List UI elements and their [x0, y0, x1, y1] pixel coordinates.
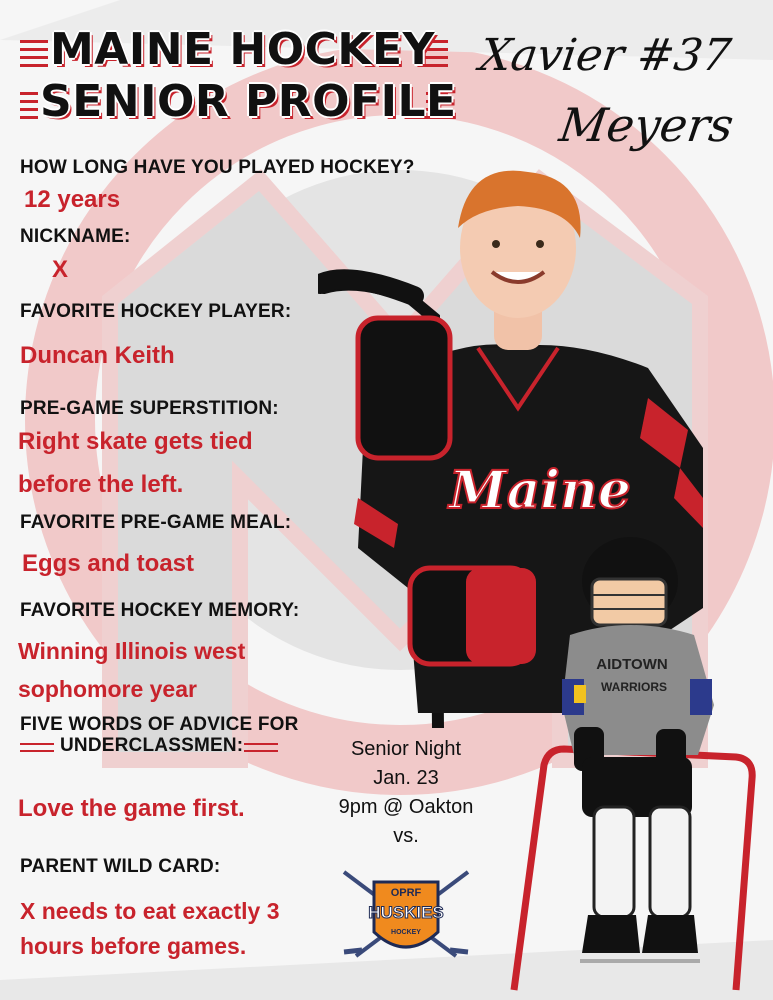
question-hockey-memory: FAVORITE HOCKEY MEMORY:: [20, 600, 300, 621]
title-line-2: SENIOR PROFILE: [40, 76, 457, 127]
answer-nickname: X: [52, 256, 69, 283]
question-nickname: NICKNAME:: [20, 226, 131, 247]
answer-years-played: 12 years: [24, 186, 121, 213]
senior-night-vs: vs.: [393, 825, 419, 847]
question-favorite-player: FAVORITE HOCKEY PLAYER:: [20, 301, 292, 322]
senior-night-info: [330, 735, 482, 851]
answer-superstition-line1: Right skate gets tied: [18, 428, 253, 455]
youth-player-photo: [504, 535, 766, 1000]
answer-memory-line2: sophomore year: [18, 676, 197, 702]
question-years-played: HOW LONG HAVE YOU PLAYED HOCKEY?: [20, 157, 415, 178]
logo-text-hockey: HOCKEY: [391, 929, 421, 936]
answer-superstition-line2: before the left.: [18, 471, 184, 498]
answer-wildcard-line2: hours before games.: [20, 933, 247, 959]
player-name-first: Xavier #37: [476, 30, 734, 81]
question-pregame-meal: FAVORITE PRE-GAME MEAL:: [20, 512, 292, 533]
senior-night-time-location: 9pm @ Oakton: [338, 796, 474, 818]
question-advice-line1: FIVE WORDS OF ADVICE FOR: [20, 714, 299, 735]
answer-advice: Love the game first.: [18, 795, 245, 822]
answer-memory-line1: Winning Illinois west: [18, 638, 246, 664]
senior-night-date: Jan. 23: [373, 767, 439, 789]
question-advice-line2: UNDERCLASSMEN:: [60, 735, 244, 756]
youth-shirt-text-2: WARRIORS: [601, 680, 667, 694]
logo-text-huskies: HUSKIES: [368, 903, 444, 922]
player-name-last: Meyers: [556, 98, 737, 152]
title-line-1: MAINE HOCKEY: [50, 24, 435, 75]
youth-shirt-text-1: AIDTOWN: [596, 656, 668, 673]
question-parent-wildcard: PARENT WILD CARD:: [20, 856, 221, 877]
answer-wildcard-line1: X needs to eat exactly 3: [20, 898, 280, 924]
answer-pregame-meal: Eggs and toast: [22, 550, 195, 577]
jersey-maine-text: Maine: [449, 460, 631, 521]
answer-favorite-player: Duncan Keith: [20, 342, 175, 369]
logo-text-oprf: OPRF: [390, 887, 422, 899]
senior-night-line1: Senior Night: [350, 738, 462, 760]
question-superstition: PRE-GAME SUPERSTITION:: [20, 398, 279, 419]
oprf-huskies-logo: [338, 866, 474, 966]
